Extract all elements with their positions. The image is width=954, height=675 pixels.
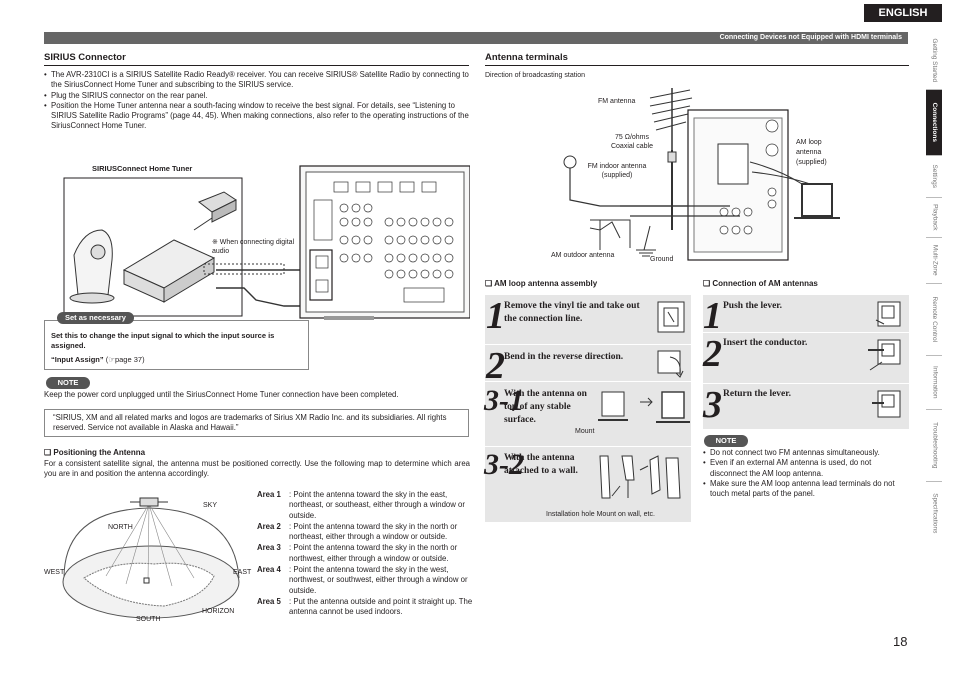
- tab-remote-control[interactable]: Remote Control: [926, 284, 942, 356]
- tuner-label: SIRIUSConnect Home Tuner: [92, 164, 193, 173]
- sirius-bullet: • Plug the SIRIUS connector on the rear panel.: [44, 91, 470, 101]
- coax-label: 75 Ω/ohms Coaxial cable: [610, 134, 654, 151]
- step-number: 3-1: [484, 384, 524, 417]
- positioning-title: ❑ Positioning the Antenna: [44, 448, 146, 457]
- digital-audio-note: ※ When connecting digital audio: [212, 239, 295, 256]
- step-number: 2: [703, 333, 722, 375]
- step-number: 1: [703, 295, 722, 337]
- assembly-title: ❑ AM loop antenna assembly: [485, 279, 598, 288]
- sirius-title-rule: [44, 65, 469, 66]
- install-label: Installation hole Mount on wall, etc.: [546, 511, 655, 518]
- step-divider: [485, 344, 691, 345]
- tab-playback[interactable]: Playback: [926, 198, 942, 238]
- connection-note: • Make sure the AM loop antenna lead terminals do not touch metal parts of the panel.: [703, 479, 909, 500]
- map-label-east: EAST: [233, 569, 252, 576]
- step-number: 2: [486, 345, 505, 387]
- area-item: Area 2 : Point the antenna toward the sky in the north or northeast, either through a window or outside.: [257, 521, 458, 542]
- step-divider: [485, 381, 691, 382]
- direction-label: Direction of broadcasting station: [485, 72, 585, 79]
- step-divider: [703, 383, 909, 384]
- book-icon: ☞: [108, 355, 115, 364]
- map-label-west: WEST: [44, 569, 65, 576]
- return-lever-illustration: [870, 387, 906, 425]
- positioning-text: For a consistent satellite signal, the antenna must be positioned correctly. Use the following map to determine which area you are in and position the antenna accordingly.: [44, 459, 470, 479]
- step-text: Push the lever.: [723, 301, 783, 311]
- step-number: 3-2: [484, 448, 524, 481]
- connection-note: • Do not connect two FM antennas simultaneously.: [703, 448, 909, 458]
- sirius-bullets: [44, 70, 470, 132]
- step-text: Insert the conductor.: [723, 338, 808, 348]
- note-badge: NOTE: [46, 377, 90, 389]
- insert-conductor-illustration: [866, 336, 906, 380]
- tab-troubleshooting[interactable]: Troubleshooting: [926, 410, 942, 482]
- ground-label: Ground: [650, 256, 674, 263]
- set-as-necessary-box: [44, 313, 309, 370]
- tab-information[interactable]: Information: [926, 356, 942, 410]
- step-text: With the antenna on top of any stable surface.: [504, 389, 587, 425]
- step-number: 3: [703, 384, 722, 426]
- map-label-sky: SKY: [203, 502, 218, 509]
- trademark-box: “SIRIUS, XM and all related marks and logos are trademarks of Sirius XM Radio Inc. and its subsidiaries. All rights reserved. Service not available in Alaska and Hawaii.”: [44, 409, 469, 437]
- step-text: Return the lever.: [723, 389, 791, 399]
- sirius-title: SIRIUS Connector: [44, 52, 126, 63]
- tab-specifications[interactable]: Specifications: [931, 492, 939, 534]
- step-divider: [485, 446, 691, 447]
- language-tab: ENGLISH: [864, 4, 942, 22]
- am-loop-label: AM loop antenna (supplied): [796, 139, 827, 166]
- sirius-bullet: • Position the Home Tuner antenna near a south-facing window to receive the best signal. For details, see “Listening to SIRIUS Satellite Radio Programs” (page 44, 45). When making connections, also refer to the operating instructions of the SiriusConnect Home Tuner.: [44, 101, 470, 132]
- area-item: Area 4 : Point the antenna toward the sky in the west, northwest, or southwest, either through a window or outside.: [257, 564, 468, 595]
- sirius-bullet: • The AVR-2310CI is a SIRIUS Satellite Radio Ready® receiver. You can receive SIRIUS® Satellite Radio by connecting to the SiriusConnect Home Tuner and subscribing to the SIRIUS service.: [44, 70, 470, 91]
- step-text: With the antenna attached to a wall.: [504, 453, 578, 476]
- section-header-bar: Connecting Devices not Equipped with HDMI terminals: [44, 32, 908, 44]
- area-list: [257, 490, 477, 617]
- step2-illustration: [654, 347, 688, 381]
- connection-notes: [703, 448, 909, 499]
- am-outdoor-label: AM outdoor antenna: [551, 252, 615, 259]
- step3-1-illustration: [596, 386, 692, 428]
- step1-illustration: [654, 298, 688, 338]
- map-label-south: SOUTH: [136, 616, 161, 623]
- step-divider: [703, 332, 909, 333]
- note-text: Keep the power cord unplugged until the SiriusConnect Home Tuner connection have been completed.: [44, 390, 399, 399]
- antenna-title: Antenna terminals: [485, 52, 568, 63]
- tab-connections[interactable]: Connections: [926, 90, 942, 156]
- area-item: Area 1 : Point the antenna toward the sky in the east, northeast, or southeast, either through a window or outside.: [257, 490, 465, 520]
- page-number: 18: [893, 634, 908, 649]
- area-item: Area 5 : Put the antenna outside and point it straight up. The antenna cannot be used indoors.: [257, 596, 473, 617]
- connection-note: • Even if an external AM antenna is used, do not disconnect the AM loop antenna.: [703, 458, 909, 479]
- tab-multi-zone[interactable]: Multi-Zone: [926, 238, 942, 284]
- step-text: Bend in the reverse direction.: [504, 352, 624, 362]
- area-item: Area 3 : Point the antenna toward the sky in the north or northwest, either through a window or outside.: [257, 543, 458, 563]
- note-badge: NOTE: [704, 435, 748, 447]
- step-number: 1: [486, 295, 505, 337]
- push-lever-illustration: [874, 298, 906, 330]
- map-label-horizon: HORIZON: [202, 608, 235, 615]
- step3-2-illustration: [592, 450, 688, 504]
- fm-indoor-label: FM indoor antenna (supplied): [587, 163, 647, 180]
- fm-antenna-label: FM antenna: [598, 98, 636, 105]
- set-as-necessary-text: Set this to change the input signal to which the input source is assigned.: [51, 331, 275, 350]
- antenna-title-rule: [485, 65, 909, 66]
- step-text: Remove the vinyl tie and take out the connection line.: [504, 301, 640, 324]
- set-as-necessary-badge: Set as necessary: [57, 312, 134, 324]
- tab-getting-started[interactable]: Getting Started: [926, 32, 942, 90]
- map-label-north: NORTH: [108, 524, 133, 531]
- input-assign-ref: “Input Assign” (☞page 37): [51, 355, 145, 364]
- mount-label: Mount: [575, 428, 595, 435]
- connection-title: ❑ Connection of AM antennas: [703, 279, 818, 288]
- tab-settings[interactable]: Settings: [926, 156, 942, 198]
